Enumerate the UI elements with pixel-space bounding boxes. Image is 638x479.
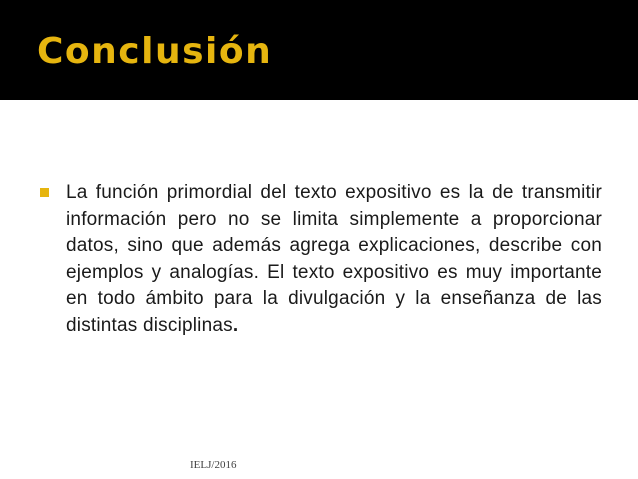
bullet-text-period: . bbox=[232, 314, 239, 336]
footer-label: IELJ/2016 bbox=[190, 459, 237, 471]
title-bar bbox=[0, 0, 638, 100]
square-bullet-icon bbox=[40, 188, 49, 197]
bullet-paragraph bbox=[66, 180, 602, 339]
slide-title: Conclusión bbox=[37, 31, 273, 72]
bullet-text: La función primordial del texto expositivo es la de transmitir información pero no se limita simplemente a proporcionar datos, sino que además agrega explicaciones, describe con ejemplos y analogías. El texto expositivo es muy importante en todo ámbito para la divulgación y la enseñanza de las distintas disciplinas bbox=[66, 182, 602, 336]
